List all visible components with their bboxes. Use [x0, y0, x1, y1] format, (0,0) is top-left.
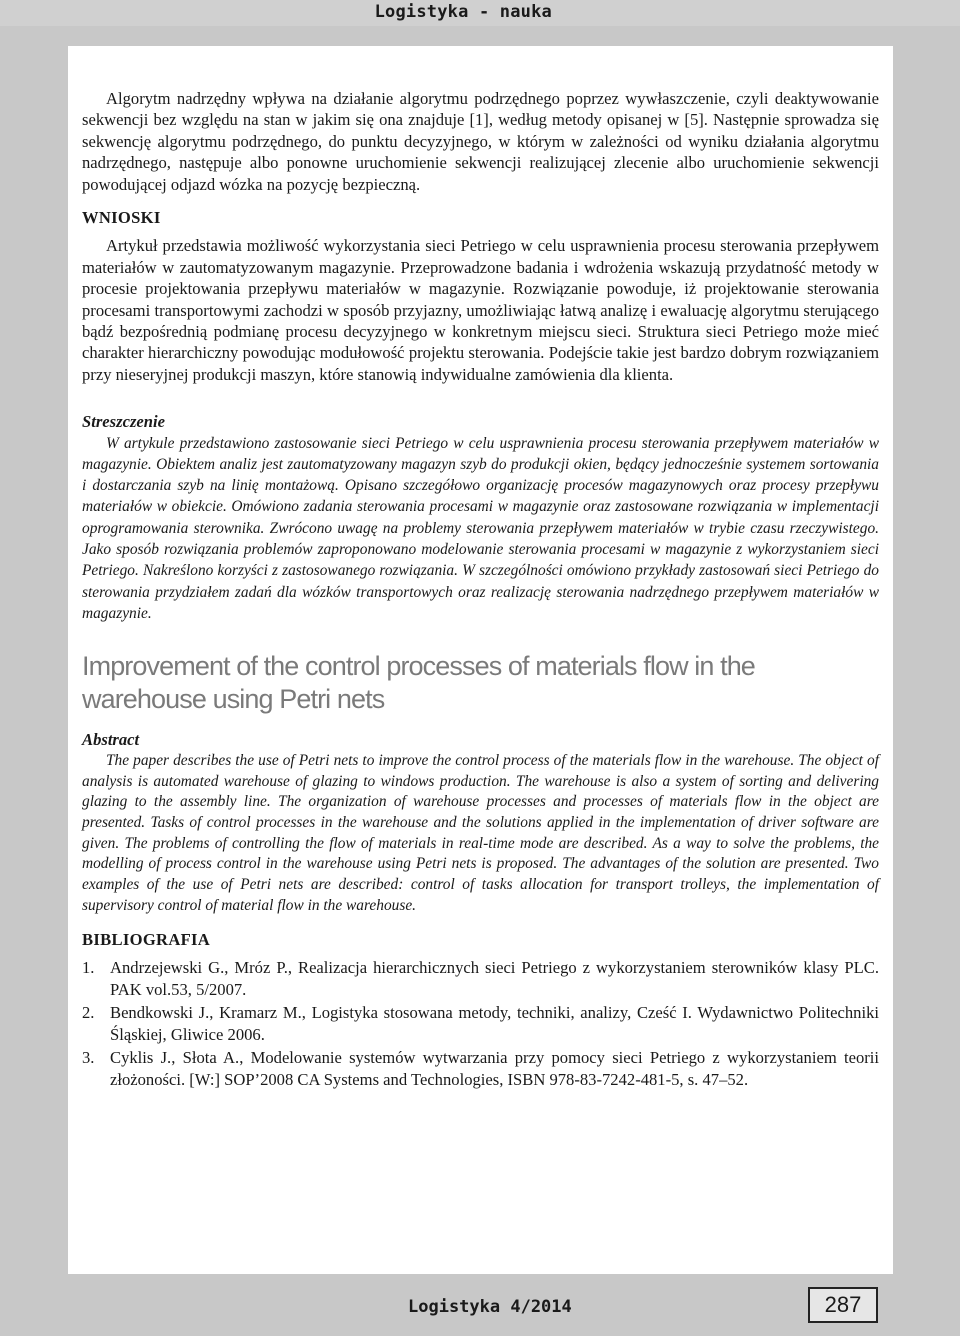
abstract-english — [82, 730, 879, 916]
summary-polish — [82, 411, 879, 624]
bibliography-item — [82, 1047, 879, 1092]
english-title: Improvement of the control processes of materials flow in the warehouse using Petri nets — [82, 651, 755, 715]
bibliography-text: Andrzejewski G., Mróz P., Realizacja hierarchicznych sieci Petriego z wykorzystaniem sterowników klasy PLC. PAK vol.53, 5/2007. — [110, 957, 879, 1000]
header-strip — [0, 0, 960, 26]
bibliography-heading: BIBLIOGRAFIA — [82, 929, 211, 949]
page-number-box — [808, 1287, 878, 1323]
body-paragraph: Algorytm nadrzędny wpływa na działanie algorytmu podrzędnego poprzez wywłaszczenie, czyli deaktywowanie sekwencji bez względu na stan w jakim się ona znajduje [1], według metody opisanej w [5]. Następnie sprowadza się sekwencję algorytmu podrzędnego, do punktu decyzyjnego, w którym w zależności od wyniku działania algorytmu nadrzędnego, następuje albo ponowne uruchomienie sekwencji realizującej zlecenie albo uruchomienie sekwencji powodującej odjazd wózka na pozycję bezpieczną. — [82, 89, 879, 194]
abstract-text: The paper describes the use of Petri nets to improve the control process of the materials flow in the warehouse. The object of analysis is automated warehouse of glazing to windows production. The warehouse is also a system of sorting and delivering glazing to the assembly line. The organization of warehouse processes and processes of materials flow in the object are presented. Tasks of control processes in the warehouse and the solutions applied in the implementation of driver software are given. The problems of controlling the flow of materials in real-time mode are described. As a way to solve the problems, the modelling of process control in the warehouse using Petri nets is proposed. The advantages of the solution are presented. Two examples of the use of Petri nets are described: control of tasks allocation for transport trolleys, the implementation of supervisory control of material flow in the warehouse. — [82, 751, 879, 914]
bibliography-number: 3. — [82, 1047, 95, 1067]
page-number: 287 — [824, 1292, 862, 1317]
conclusions-paragraph: Artykuł przedstawia możliwość wykorzystania sieci Petriego w celu usprawnienia procesu sterowania przepływem materiałów w zautomatyzowanym magazynie. Przeprowadzone badania i wdrożenia wskazują przydatność metody w procesie projektowania przepływu materiałów w magazynie. Rozwiązanie powoduje, iż projektowanie sterowania procesami transportowymi zachodzi w sposób przyjazny, umożliwiając łatwą analizę i ewaluację algorytmu sterującego bądź bezpośrednią podmianę procesu decyzyjnego w konkretnym miejscu sieci. Struktura sieci Petriego może mieć charakter hierarchiczny powodując modułowość projektu sterowania. Podejście takie jest bardzo dobrym rozwiązaniem przy nieseryjnej produkcji maszyn, które stanowią indywidualne zamówienia dla klienta. — [82, 236, 879, 384]
running-head: Logistyka - nauka — [374, 2, 552, 22]
bibliography-item — [82, 957, 879, 1002]
footer-journal-issue: Logistyka 4/2014 — [408, 1297, 572, 1317]
article-content — [82, 88, 879, 1092]
bibliography-number: 2. — [82, 1002, 95, 1022]
abstract-label: Abstract — [82, 730, 140, 750]
bibliography-list — [82, 957, 879, 1092]
summary-text: W artykule przedstawiono zastosowanie sieci Petriego w celu usprawnienia procesu sterowania przepływem materiałów w magazynie. Obiektem analiz jest zautomatyzowany magazyn szyb do produkcji okien, będący jednocześnie systemem sortowania i dostarczania szyb na linię montażową. Opisano szczegółowo organizację procesów magazynowych oraz procesy przepływu materiałów w obiekcie. Omówiono zadania sterowania procesami w magazynie oraz zastosowane rozwiązania w implementacji oprogramowania sterownika. Zwrócono uwagę na problemy sterowania przepływem materiałów w trybie czasu rzeczywistego. Jako sposób rozwiązania problemów zaproponowano modelowanie sterowania procesami w magazynie z wykorzystaniem sieci Petriego. Nakreślono korzyści z zastosowanego rozwiązania. W szczególności omówiono przykłady zastosowań sieci Petriego do sterowania przydziałem zadań dla wózków transportowych oraz realizację sterowania nadrzędnego przepływem materiałów w magazynie. — [82, 434, 879, 622]
bibliography-text: Bendkowski J., Kramarz M., Logistyka stosowana metody, techniki, analizy, Cześć I. Wydawnictwo Politechniki Śląskiej, Gliwice 2006. — [110, 1002, 879, 1045]
bibliography-number: 1. — [82, 957, 95, 977]
section-heading-wnioski: WNIOSKI — [82, 208, 161, 228]
summary-label: Streszczenie — [82, 412, 165, 432]
page — [68, 46, 893, 1274]
bibliography-item — [82, 1002, 879, 1047]
bibliography-text: Cyklis J., Słota A., Modelowanie systemów wytwarzania przy pomocy sieci Petriego z wykorzystaniem teorii złożoności. [W:] SOP’2008 CA Systems and Technologies, ISBN 978-83-7242-481-5, s. 47–52. — [110, 1047, 879, 1090]
